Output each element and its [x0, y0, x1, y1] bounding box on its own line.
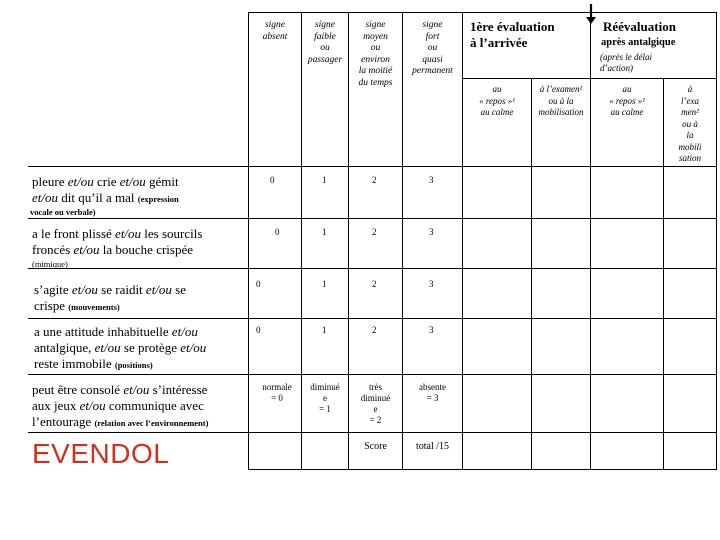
score-line: = 1 — [319, 404, 331, 414]
header-line: environ — [361, 54, 390, 65]
category-label: (positions) — [114, 360, 153, 370]
text: et/ou — [73, 242, 100, 257]
row-line — [34, 340, 250, 356]
text: et/ou — [119, 174, 146, 189]
note-line: à — [687, 84, 693, 94]
score-line: = 3 — [426, 393, 439, 403]
text: se protège — [120, 340, 181, 355]
row-line — [32, 174, 248, 190]
note-line: au — [492, 84, 502, 94]
column-header-faible — [302, 20, 348, 66]
row-relation — [32, 382, 248, 431]
row-positions — [34, 324, 250, 373]
row-line — [32, 242, 248, 258]
header-line: absent — [262, 31, 288, 42]
score-line: e — [373, 404, 378, 414]
note-line: sation — [678, 153, 701, 163]
score-line: diminué — [360, 393, 391, 403]
text: communique avec — [105, 398, 204, 413]
header-line: ou — [320, 43, 330, 53]
score-line: normale — [262, 382, 292, 392]
text: crie — [93, 174, 120, 189]
category-label-vocal: vocale ou verbale) — [30, 207, 96, 217]
text: et/ou — [79, 398, 106, 413]
note-line: ou à — [682, 118, 698, 129]
arrow-down-icon — [586, 4, 596, 24]
note-line: mobili — [678, 141, 702, 152]
score-1 — [302, 382, 348, 415]
reevaluation-title: Réévaluation — [603, 19, 676, 34]
header-line: du temps — [358, 77, 393, 88]
score-line: diminué — [310, 382, 340, 392]
evaluation-title — [470, 19, 555, 51]
score-3: 3 — [429, 279, 434, 289]
header-line: signe — [264, 20, 286, 30]
score-3: 3 — [429, 325, 434, 335]
score-2: 2 — [372, 279, 377, 289]
score-3: 3 — [429, 175, 434, 185]
row-vocal — [32, 174, 248, 207]
header-line: ou — [370, 43, 381, 53]
note-line: la — [686, 130, 694, 140]
note-line: mobilisation — [538, 107, 584, 117]
score-line: = 0 — [271, 393, 283, 403]
brand-logo: EVENDOL — [32, 438, 170, 469]
text: a le front plissé — [32, 226, 116, 241]
note-line: l’exa — [681, 95, 699, 106]
text: les sourcils — [141, 226, 203, 241]
text: froncés — [32, 242, 74, 257]
row-line — [32, 382, 248, 398]
text: gémit — [145, 174, 179, 189]
score-label: Score — [364, 441, 387, 452]
evaluation-title-line: à l’arrivée — [470, 35, 528, 50]
header-line: quasi — [422, 54, 443, 65]
text: et/ou — [145, 282, 172, 297]
category-label: (relation avec l’environnement) — [94, 418, 209, 428]
reevaluation-col-repos — [591, 84, 663, 119]
score-2 — [349, 382, 402, 426]
category-label-mimique: (mimique) — [32, 259, 68, 269]
text: et/ou — [115, 226, 142, 241]
text: et/ou — [32, 190, 58, 205]
text: pleure — [32, 174, 68, 189]
header-line: ou — [427, 43, 438, 53]
header-line: la moitié — [358, 66, 393, 76]
text: se raidit — [97, 282, 146, 297]
header-line: permanent — [412, 66, 453, 76]
note-line: au — [622, 84, 632, 94]
text: et/ou — [94, 340, 121, 355]
category-label: (expression — [137, 194, 179, 204]
score-0 — [253, 382, 301, 404]
text: s’agite — [34, 282, 72, 297]
text: peut être consolé — [32, 382, 124, 397]
row-line — [32, 414, 248, 431]
row-line — [34, 356, 250, 373]
column-header-moyen — [349, 20, 402, 89]
row-line — [32, 190, 248, 207]
text: et/ou — [171, 324, 198, 339]
row-line — [34, 324, 250, 340]
column-header-fort — [403, 20, 462, 78]
reevaluation-delay — [600, 52, 652, 74]
header-line: signe — [422, 20, 443, 30]
header-line: passager — [307, 54, 343, 65]
note-line: « repos »¹ — [479, 95, 515, 106]
score-1: 1 — [322, 279, 327, 289]
header-line: signe — [365, 20, 386, 30]
reevaluation-col-examen — [664, 84, 716, 165]
score-1: 1 — [322, 227, 327, 237]
score-line: absente — [419, 382, 446, 392]
text: dit qu’il a mal — [58, 190, 138, 205]
header-line: faible — [314, 31, 336, 42]
text: a une attitude inhabituelle — [34, 324, 172, 339]
score-2: 2 — [372, 227, 377, 237]
score-0: 0 — [270, 175, 275, 185]
score-line: = 2 — [369, 415, 382, 425]
score-2: 2 — [372, 325, 377, 335]
evaluation-title-line: 1ère évaluation — [470, 19, 555, 34]
row-mimique — [32, 226, 248, 258]
text: antalgique, — [34, 340, 95, 355]
score-line: e — [323, 393, 327, 403]
score-3: 3 — [429, 227, 434, 237]
header-line: moyen — [363, 31, 388, 42]
text: s’intéresse — [149, 382, 208, 397]
score-line: très — [369, 382, 382, 392]
text: crispe — [34, 298, 69, 313]
header-line: signe — [314, 20, 336, 30]
score-0: 0 — [256, 279, 261, 289]
note-line: au calme — [480, 107, 514, 117]
note-line: « repos »¹ — [609, 95, 645, 106]
text: et/ou — [180, 340, 207, 355]
text: et/ou — [71, 282, 98, 297]
text: se — [171, 282, 187, 297]
note-line: ou à la — [548, 95, 574, 106]
text: aux jeux — [32, 398, 80, 413]
score-1: 1 — [322, 175, 327, 185]
score-0: 0 — [256, 325, 261, 335]
note-line: à l’examen² — [539, 84, 583, 94]
total-label: total /15 — [415, 441, 450, 452]
header-line: fort — [425, 31, 440, 42]
row-line — [32, 398, 248, 414]
text: et/ou — [123, 382, 150, 397]
note-line: (après le délai — [600, 52, 652, 62]
column-header-absent — [249, 20, 301, 43]
note-line: d’action) — [600, 63, 633, 73]
row-mouvements — [34, 282, 250, 315]
note-line: au calme — [610, 107, 644, 117]
text: l’entourage — [32, 414, 95, 429]
category-label: (mouvements) — [68, 302, 120, 312]
row-line — [34, 298, 250, 315]
row-line — [32, 226, 248, 242]
note-line: men² — [681, 107, 699, 117]
evaluation-col-examen — [532, 84, 590, 119]
evaluation-col-repos — [463, 84, 531, 119]
score-3 — [403, 382, 462, 404]
row-line — [34, 282, 250, 298]
score-0: 0 — [275, 227, 280, 237]
score-2: 2 — [372, 175, 377, 185]
score-1: 1 — [322, 325, 327, 335]
reevaluation-subtitle: après antalgique — [601, 37, 676, 48]
text: et/ou — [67, 174, 94, 189]
text: la bouche crispée — [99, 242, 193, 257]
text: reste immobile — [34, 356, 115, 371]
